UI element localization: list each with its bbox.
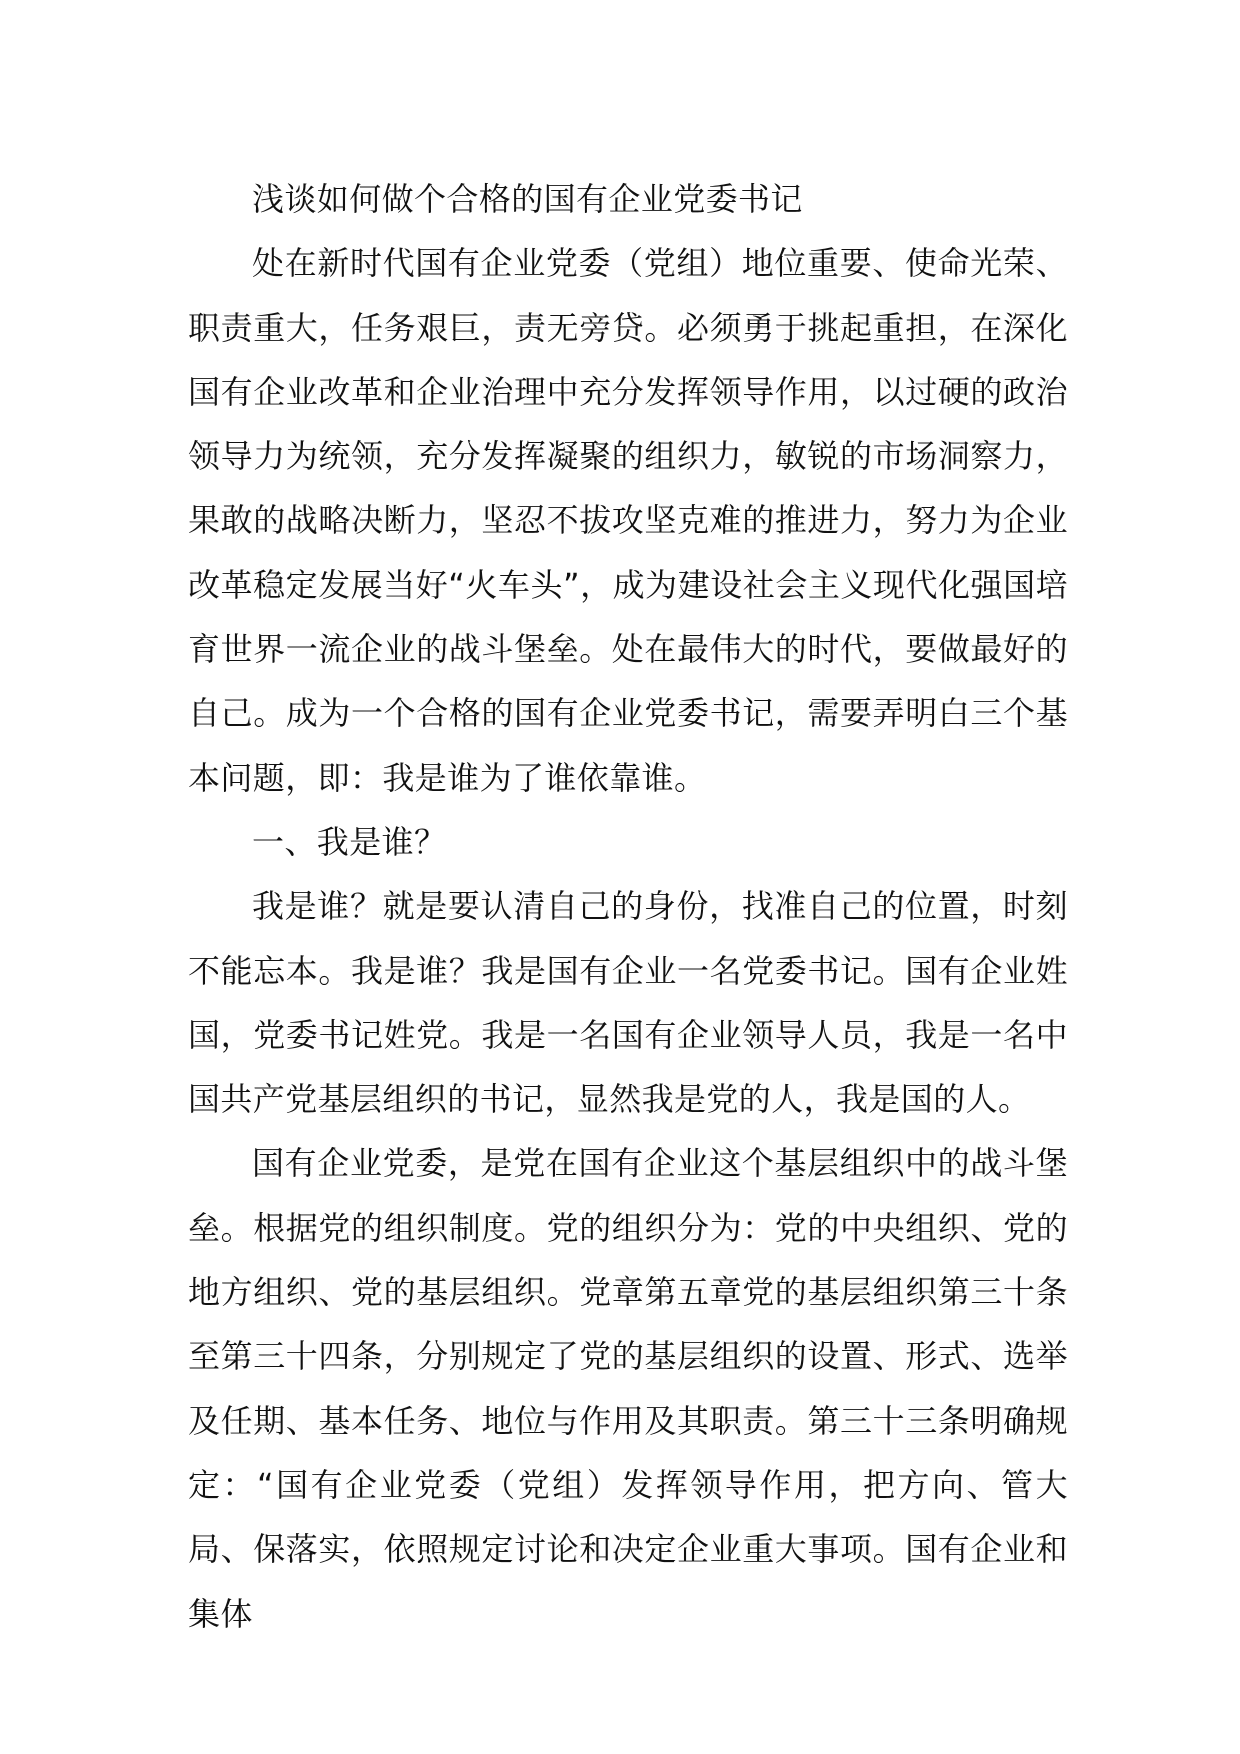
paragraph-party-committee: 国有企业党委，是党在国有企业这个基层组织中的战斗堡垒。根据党的组织制度。党的组织分为：党的中央组织、党的地方组织、党的基层组织。党章第五章党的基层组织第三十条至第三十四条，分别规定了党的基层组织的设置、形式、选举及任期、基本任务、地位与作用及其职责。第三十三条明确规定：“国有企业党委（党组）发挥领导作用，把方向、管大局、保落实，依照规定讨论和决定企业重大事项。国有企业和集体: [188, 1144, 1068, 1633]
section-heading-who-am-i: 一、我是谁？: [252, 822, 447, 861]
paragraph-intro: 处在新时代国有企业党委（党组）地位重要、使命光荣、职责重大，任务艰巨，责无旁贷。必须勇于挑起重担，在深化国有企业改革和企业治理中充分发挥领导作用，以过硬的政治领导力为统领，充分发挥凝聚的组织力，敏锐的市场洞察力，果敢的战略决断力，坚忍不拔攻坚克难的推进力，努力为企业改革稳定发展当好“火车头”，成为建设社会主义现代化强国培育世界一流企业的战斗堡垒。处在最伟大的时代，要做最好的自己。成为一个合格的国有企业党委书记，需要弄明白三个基本问题，即：我是谁为了谁依靠谁。: [188, 244, 1068, 797]
paragraph-who-am-i: 我是谁？就是要认清自己的身份，找准自己的位置，时刻不能忘本。我是谁？我是国有企业一名党委书记。国有企业姓国，党委书记姓党。我是一名国有企业领导人员，我是一名中国共产党基层组织的书记，显然我是党的人，我是国的人。: [188, 887, 1068, 1119]
document-title: 浅谈如何做个合格的国有企业党委书记: [252, 180, 803, 218]
document-body: [188, 167, 1068, 1646]
